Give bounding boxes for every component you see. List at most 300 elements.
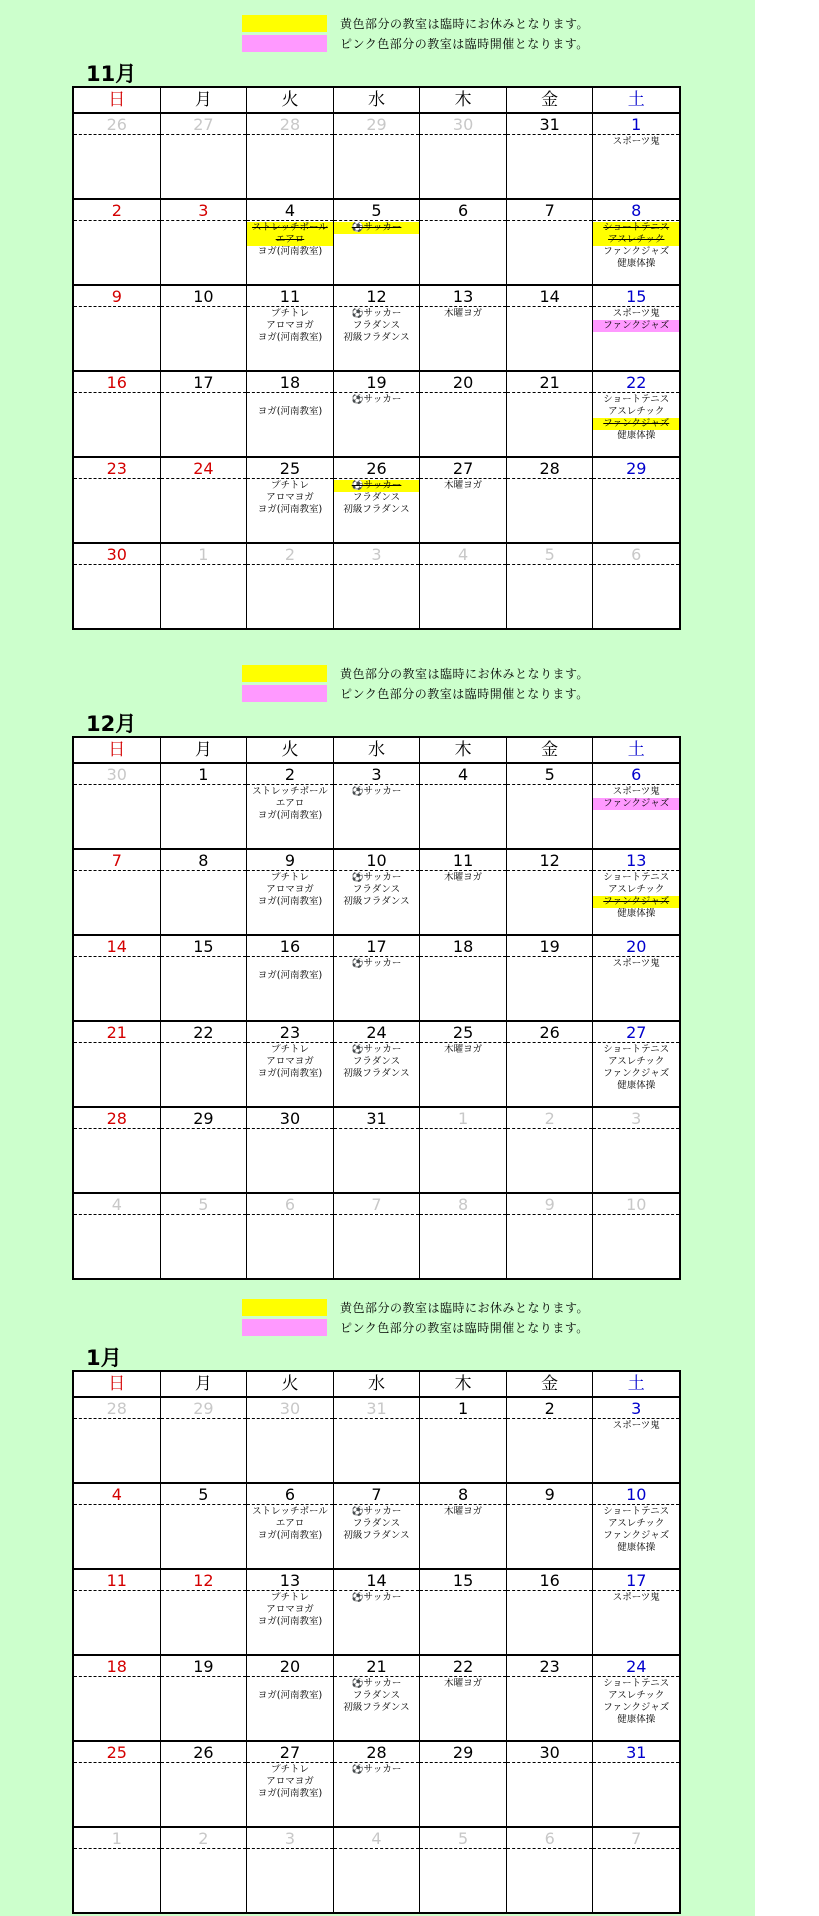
day-cell[interactable] bbox=[247, 544, 334, 628]
day-cell[interactable] bbox=[420, 458, 507, 542]
day-cell[interactable] bbox=[507, 1484, 594, 1568]
class-event: 健康体操 bbox=[617, 1714, 656, 1725]
class-event: 健康体操 bbox=[617, 1080, 656, 1091]
class-event: ヨガ(河南教室) bbox=[257, 1690, 323, 1701]
legend-row-extra bbox=[242, 34, 662, 54]
day-events bbox=[420, 785, 506, 786]
day-events bbox=[334, 393, 420, 406]
class-event: 木曜ヨガ bbox=[444, 308, 483, 319]
day-number: 22 bbox=[161, 1022, 247, 1043]
day-cell[interactable] bbox=[507, 1022, 594, 1106]
day-cell[interactable] bbox=[334, 1828, 421, 1912]
day-number: 31 bbox=[593, 1742, 679, 1763]
day-events bbox=[161, 1129, 247, 1130]
day-events bbox=[161, 565, 247, 566]
day-cell[interactable] bbox=[507, 200, 594, 284]
day-cell[interactable] bbox=[161, 1656, 248, 1740]
week-row bbox=[74, 1570, 679, 1656]
day-cell[interactable] bbox=[593, 1398, 679, 1482]
day-cell[interactable] bbox=[507, 114, 594, 198]
day-events bbox=[420, 393, 506, 394]
day-number: 16 bbox=[247, 936, 333, 957]
day-cell[interactable] bbox=[74, 850, 161, 934]
day-number: 14 bbox=[334, 1570, 420, 1591]
day-cell[interactable] bbox=[161, 286, 248, 370]
day-number: 25 bbox=[74, 1742, 160, 1763]
day-cell[interactable] bbox=[247, 1570, 334, 1654]
day-number: 27 bbox=[593, 1022, 679, 1043]
day-number: 7 bbox=[334, 1194, 420, 1215]
day-cell[interactable] bbox=[507, 1828, 594, 1912]
day-cell[interactable] bbox=[74, 1398, 161, 1482]
day-events bbox=[74, 871, 160, 872]
day-number: 10 bbox=[161, 286, 247, 307]
day-number: 24 bbox=[593, 1656, 679, 1677]
day-cell[interactable] bbox=[247, 200, 334, 284]
day-number: 28 bbox=[74, 1398, 160, 1419]
class-event: プチトレ bbox=[270, 480, 309, 491]
day-number: 19 bbox=[507, 936, 593, 957]
day-cell[interactable] bbox=[334, 936, 421, 1020]
day-cell[interactable] bbox=[334, 1742, 421, 1826]
day-events bbox=[161, 1763, 247, 1764]
day-cell[interactable] bbox=[507, 936, 594, 1020]
day-cell[interactable] bbox=[247, 114, 334, 198]
day-number: 6 bbox=[247, 1194, 333, 1215]
class-event: アロマヨガ bbox=[266, 1776, 314, 1787]
day-cell[interactable] bbox=[161, 1570, 248, 1654]
day-number: 18 bbox=[420, 936, 506, 957]
day-events bbox=[420, 1849, 506, 1850]
day-cell[interactable] bbox=[334, 1194, 421, 1278]
day-number: 21 bbox=[74, 1022, 160, 1043]
day-cell[interactable] bbox=[161, 458, 248, 542]
day-number: 11 bbox=[420, 850, 506, 871]
class-event: ⚽サッカー bbox=[351, 1764, 402, 1775]
class-event: ⚽サッカー bbox=[351, 786, 402, 797]
class-event: ⚽サッカー bbox=[351, 1506, 402, 1517]
class-event: プチトレ bbox=[270, 1044, 309, 1055]
class-event: アロマヨガ bbox=[266, 1604, 314, 1615]
day-cell[interactable] bbox=[161, 1022, 248, 1106]
class-event: 初級フラダンス bbox=[343, 896, 410, 907]
day-cell[interactable] bbox=[247, 1656, 334, 1740]
class-event: アロマヨガ bbox=[266, 1056, 314, 1067]
day-cell[interactable] bbox=[334, 114, 421, 198]
day-events bbox=[247, 1215, 333, 1216]
day-events bbox=[161, 1043, 247, 1044]
day-number: 25 bbox=[420, 1022, 506, 1043]
class-event: ⚽サッカー bbox=[334, 222, 420, 234]
day-number: 9 bbox=[247, 850, 333, 871]
week-row bbox=[74, 286, 679, 372]
day-number: 25 bbox=[247, 458, 333, 479]
day-cell[interactable] bbox=[247, 372, 334, 456]
class-event: ファンクジャズ bbox=[603, 1702, 670, 1713]
day-number: 21 bbox=[334, 1656, 420, 1677]
day-cell[interactable] bbox=[74, 1656, 161, 1740]
class-event: 初級フラダンス bbox=[343, 504, 410, 515]
day-events bbox=[247, 221, 333, 258]
day-events bbox=[420, 565, 506, 566]
day-cell[interactable] bbox=[334, 1398, 421, 1482]
day-cell[interactable] bbox=[593, 1108, 679, 1192]
day-cell[interactable] bbox=[161, 114, 248, 198]
day-events bbox=[334, 785, 420, 798]
day-cell[interactable] bbox=[507, 286, 594, 370]
day-events bbox=[507, 1505, 593, 1506]
class-event: ⚽サッカー bbox=[351, 308, 402, 319]
day-cell[interactable] bbox=[247, 1484, 334, 1568]
day-events bbox=[420, 871, 506, 884]
day-events bbox=[507, 221, 593, 222]
day-events bbox=[593, 871, 679, 920]
class-event: アロマヨガ bbox=[266, 884, 314, 895]
class-event: ショートテニス bbox=[603, 1678, 670, 1689]
day-number: 29 bbox=[593, 458, 679, 479]
day-events bbox=[420, 957, 506, 958]
class-event: ヨガ(河南教室) bbox=[257, 332, 323, 343]
day-cell[interactable] bbox=[593, 936, 679, 1020]
weekday-label: 水 bbox=[334, 1372, 421, 1396]
day-cell[interactable] bbox=[334, 458, 421, 542]
day-cell[interactable] bbox=[420, 1108, 507, 1192]
day-cell[interactable] bbox=[247, 1108, 334, 1192]
day-cell[interactable] bbox=[334, 544, 421, 628]
day-cell[interactable] bbox=[420, 1194, 507, 1278]
day-cell[interactable] bbox=[593, 764, 679, 848]
day-number: 7 bbox=[334, 1484, 420, 1505]
day-cell[interactable] bbox=[334, 1570, 421, 1654]
day-number: 15 bbox=[593, 286, 679, 307]
day-cell[interactable] bbox=[420, 1484, 507, 1568]
day-cell[interactable] bbox=[334, 1022, 421, 1106]
day-events bbox=[74, 1763, 160, 1764]
day-cell[interactable] bbox=[507, 1656, 594, 1740]
class-event: ファンクジャズ bbox=[603, 1068, 670, 1079]
day-cell[interactable] bbox=[334, 1108, 421, 1192]
day-cell[interactable] bbox=[161, 850, 248, 934]
day-cell[interactable] bbox=[420, 1656, 507, 1740]
legend-swatch-extra bbox=[242, 35, 327, 52]
day-cell[interactable] bbox=[247, 1742, 334, 1826]
day-events bbox=[161, 1849, 247, 1850]
day-cell[interactable] bbox=[334, 850, 421, 934]
day-cell[interactable] bbox=[420, 850, 507, 934]
day-cell[interactable] bbox=[74, 458, 161, 542]
class-event: 初級フラダンス bbox=[343, 332, 410, 343]
day-cell[interactable] bbox=[420, 114, 507, 198]
class-event: ヨガ(河南教室) bbox=[257, 1068, 323, 1079]
day-cell[interactable] bbox=[593, 544, 679, 628]
day-events bbox=[247, 1849, 333, 1850]
day-events bbox=[247, 1763, 333, 1800]
day-events bbox=[507, 1129, 593, 1130]
week-row bbox=[74, 1398, 679, 1484]
day-cell[interactable] bbox=[420, 1022, 507, 1106]
class-event bbox=[247, 1678, 333, 1690]
day-cell[interactable] bbox=[74, 936, 161, 1020]
day-cell[interactable] bbox=[593, 1828, 679, 1912]
day-number: 28 bbox=[247, 114, 333, 135]
class-event: ショートテニス bbox=[593, 222, 679, 234]
class-event: フラダンス bbox=[352, 1690, 401, 1701]
day-cell[interactable] bbox=[161, 1742, 248, 1826]
day-cell[interactable] bbox=[247, 936, 334, 1020]
day-number: 2 bbox=[161, 1828, 247, 1849]
day-cell[interactable] bbox=[161, 764, 248, 848]
day-number: 17 bbox=[334, 936, 420, 957]
class-event: 木曜ヨガ bbox=[444, 1044, 483, 1055]
day-cell[interactable] bbox=[507, 372, 594, 456]
day-cell[interactable] bbox=[593, 114, 679, 198]
day-cell[interactable] bbox=[334, 1656, 421, 1740]
class-event: プチトレ bbox=[270, 1592, 309, 1603]
day-cell[interactable] bbox=[247, 850, 334, 934]
day-cell[interactable] bbox=[420, 372, 507, 456]
week-row bbox=[74, 544, 679, 628]
day-number: 4 bbox=[74, 1194, 160, 1215]
day-events bbox=[334, 479, 420, 516]
day-events bbox=[420, 1129, 506, 1130]
class-event: フラダンス bbox=[352, 884, 401, 895]
class-event: アスレチック bbox=[608, 1518, 665, 1529]
legend-swatch-extra bbox=[242, 685, 327, 702]
day-number: 20 bbox=[247, 1656, 333, 1677]
day-cell[interactable] bbox=[593, 1022, 679, 1106]
day-number: 5 bbox=[420, 1828, 506, 1849]
day-cell[interactable] bbox=[74, 286, 161, 370]
day-cell[interactable] bbox=[74, 1484, 161, 1568]
legend-row-cancel bbox=[242, 14, 662, 34]
day-cell[interactable] bbox=[334, 286, 421, 370]
day-events bbox=[593, 1043, 679, 1092]
day-cell[interactable] bbox=[74, 544, 161, 628]
day-cell[interactable] bbox=[420, 1398, 507, 1482]
class-event: 木曜ヨガ bbox=[444, 1678, 483, 1689]
day-cell[interactable] bbox=[161, 1484, 248, 1568]
day-cell[interactable] bbox=[161, 1828, 248, 1912]
day-number: 15 bbox=[420, 1570, 506, 1591]
day-number: 23 bbox=[507, 1656, 593, 1677]
day-number: 26 bbox=[74, 114, 160, 135]
day-number: 23 bbox=[74, 458, 160, 479]
week-row bbox=[74, 1828, 679, 1912]
day-cell[interactable] bbox=[507, 850, 594, 934]
day-cell[interactable] bbox=[74, 1828, 161, 1912]
day-number: 27 bbox=[247, 1742, 333, 1763]
day-number: 2 bbox=[247, 764, 333, 785]
class-event: スポーツ鬼 bbox=[612, 1592, 660, 1603]
day-cell[interactable] bbox=[74, 1108, 161, 1192]
day-number: 4 bbox=[74, 1484, 160, 1505]
day-cell[interactable] bbox=[247, 286, 334, 370]
day-events bbox=[247, 871, 333, 908]
day-events bbox=[161, 1677, 247, 1678]
day-number: 27 bbox=[161, 114, 247, 135]
day-events bbox=[247, 1677, 333, 1702]
day-number: 28 bbox=[74, 1108, 160, 1129]
day-number: 16 bbox=[507, 1570, 593, 1591]
day-events bbox=[161, 785, 247, 786]
day-cell[interactable] bbox=[507, 1194, 594, 1278]
class-event: ストレッチボール bbox=[252, 786, 328, 797]
day-cell[interactable] bbox=[74, 200, 161, 284]
day-cell[interactable] bbox=[161, 1398, 248, 1482]
day-cell[interactable] bbox=[334, 764, 421, 848]
day-cell[interactable] bbox=[334, 200, 421, 284]
day-number: 28 bbox=[334, 1742, 420, 1763]
day-cell[interactable] bbox=[593, 286, 679, 370]
day-cell[interactable] bbox=[420, 1828, 507, 1912]
day-cell[interactable] bbox=[420, 286, 507, 370]
day-cell[interactable] bbox=[507, 764, 594, 848]
day-cell[interactable] bbox=[507, 544, 594, 628]
day-cell[interactable] bbox=[74, 114, 161, 198]
day-events bbox=[74, 221, 160, 222]
day-number: 14 bbox=[74, 936, 160, 957]
day-cell[interactable] bbox=[74, 1742, 161, 1826]
day-events bbox=[334, 1215, 420, 1216]
day-number: 6 bbox=[507, 1828, 593, 1849]
day-cell[interactable] bbox=[593, 850, 679, 934]
day-events bbox=[507, 479, 593, 480]
day-cell[interactable] bbox=[507, 1742, 594, 1826]
day-number: 8 bbox=[161, 850, 247, 871]
class-event: ストレッチボール bbox=[247, 222, 333, 234]
day-cell[interactable] bbox=[420, 544, 507, 628]
day-number: 4 bbox=[420, 544, 506, 565]
day-number: 28 bbox=[507, 458, 593, 479]
day-cell[interactable] bbox=[507, 458, 594, 542]
class-event: ファンクジャズ bbox=[603, 1530, 670, 1541]
day-events bbox=[247, 1591, 333, 1628]
day-number: 7 bbox=[74, 850, 160, 871]
day-number: 6 bbox=[593, 764, 679, 785]
day-number: 29 bbox=[334, 114, 420, 135]
day-cell[interactable] bbox=[247, 1022, 334, 1106]
day-cell[interactable] bbox=[507, 1570, 594, 1654]
class-event: ファンクジャズ bbox=[593, 896, 679, 908]
class-event: フラダンス bbox=[352, 1518, 401, 1529]
day-cell[interactable] bbox=[247, 764, 334, 848]
class-event: 健康体操 bbox=[617, 258, 656, 269]
week-row bbox=[74, 936, 679, 1022]
day-cell[interactable] bbox=[507, 1108, 594, 1192]
class-event: ショートテニス bbox=[603, 872, 670, 883]
day-events bbox=[420, 1505, 506, 1518]
day-cell[interactable] bbox=[593, 1656, 679, 1740]
legend-row-extra bbox=[242, 684, 662, 704]
day-events bbox=[247, 307, 333, 344]
day-cell[interactable] bbox=[593, 458, 679, 542]
day-cell[interactable] bbox=[74, 1570, 161, 1654]
day-cell[interactable] bbox=[161, 1108, 248, 1192]
weekday-label: 火 bbox=[247, 738, 334, 762]
class-event: ファンクジャズ bbox=[593, 418, 679, 430]
class-event: 木曜ヨガ bbox=[444, 872, 483, 883]
day-cell[interactable] bbox=[507, 1398, 594, 1482]
day-events bbox=[420, 479, 506, 492]
day-cell[interactable] bbox=[247, 458, 334, 542]
day-events bbox=[334, 307, 420, 344]
day-number: 22 bbox=[593, 372, 679, 393]
day-number: 2 bbox=[507, 1398, 593, 1419]
week-row bbox=[74, 200, 679, 286]
day-number: 6 bbox=[420, 200, 506, 221]
day-cell[interactable] bbox=[161, 1194, 248, 1278]
day-cell[interactable] bbox=[247, 1828, 334, 1912]
day-number: 29 bbox=[420, 1742, 506, 1763]
day-number: 30 bbox=[247, 1398, 333, 1419]
day-cell[interactable] bbox=[593, 1194, 679, 1278]
weekday-label: 月 bbox=[161, 1372, 248, 1396]
day-number: 23 bbox=[247, 1022, 333, 1043]
week-row bbox=[74, 1742, 679, 1828]
day-cell[interactable] bbox=[593, 1484, 679, 1568]
day-cell[interactable] bbox=[74, 372, 161, 456]
day-events bbox=[161, 479, 247, 480]
day-number: 2 bbox=[247, 544, 333, 565]
day-cell[interactable] bbox=[420, 764, 507, 848]
day-cell[interactable] bbox=[593, 372, 679, 456]
day-cell[interactable] bbox=[420, 1570, 507, 1654]
day-cell[interactable] bbox=[161, 544, 248, 628]
day-number: 18 bbox=[247, 372, 333, 393]
weekday-label: 日 bbox=[74, 738, 161, 762]
day-cell[interactable] bbox=[74, 764, 161, 848]
day-events bbox=[334, 135, 420, 136]
day-number: 18 bbox=[74, 1656, 160, 1677]
day-cell[interactable] bbox=[420, 200, 507, 284]
day-number: 1 bbox=[161, 764, 247, 785]
day-number: 8 bbox=[593, 200, 679, 221]
day-number: 24 bbox=[334, 1022, 420, 1043]
day-cell[interactable] bbox=[74, 1022, 161, 1106]
day-cell[interactable] bbox=[74, 1194, 161, 1278]
class-event: 健康体操 bbox=[617, 1542, 656, 1553]
day-cell[interactable] bbox=[593, 200, 679, 284]
day-cell[interactable] bbox=[420, 1742, 507, 1826]
day-events bbox=[161, 957, 247, 958]
day-cell[interactable] bbox=[247, 1398, 334, 1482]
weekday-label: 木 bbox=[420, 88, 507, 112]
day-events bbox=[593, 221, 679, 270]
month-title: 12月 bbox=[86, 712, 137, 736]
day-cell[interactable] bbox=[161, 200, 248, 284]
day-number: 2 bbox=[507, 1108, 593, 1129]
day-cell[interactable] bbox=[593, 1570, 679, 1654]
class-event: ⚽サッカー bbox=[351, 872, 402, 883]
day-cell[interactable] bbox=[593, 1742, 679, 1826]
day-number: 2 bbox=[74, 200, 160, 221]
day-cell[interactable] bbox=[334, 1484, 421, 1568]
day-events bbox=[507, 871, 593, 872]
weekday-label: 火 bbox=[247, 1372, 334, 1396]
day-cell[interactable] bbox=[247, 1194, 334, 1278]
day-cell[interactable] bbox=[161, 936, 248, 1020]
day-cell[interactable] bbox=[420, 936, 507, 1020]
class-event: スポーツ鬼 bbox=[612, 1420, 660, 1431]
day-events bbox=[420, 1763, 506, 1764]
day-cell[interactable] bbox=[334, 372, 421, 456]
day-events bbox=[74, 1677, 160, 1678]
week-row bbox=[74, 114, 679, 200]
day-cell[interactable] bbox=[161, 372, 248, 456]
class-event: ショートテニス bbox=[603, 1044, 670, 1055]
day-events bbox=[161, 221, 247, 222]
class-event: フラダンス bbox=[352, 1056, 401, 1067]
